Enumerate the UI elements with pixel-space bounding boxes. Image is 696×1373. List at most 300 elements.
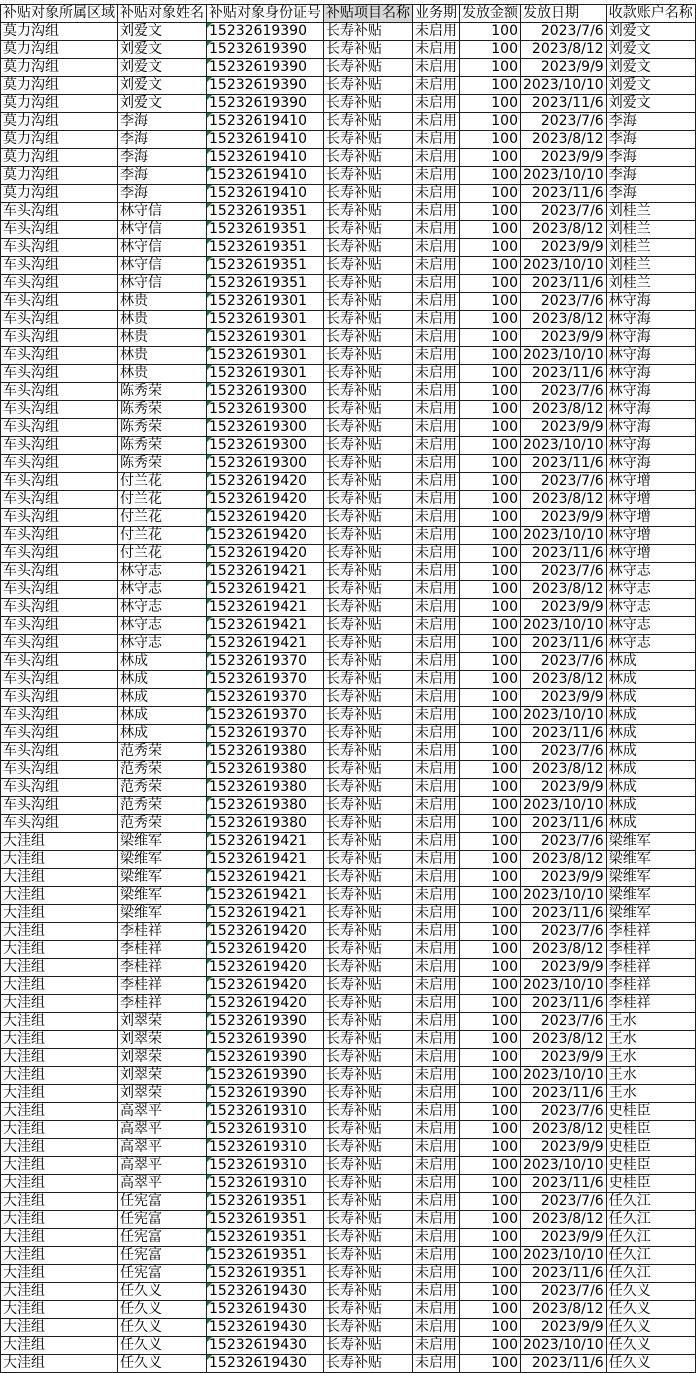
cell-amount[interactable]: 100 xyxy=(460,311,521,329)
cell-subsidy-item[interactable]: 长寿补贴 xyxy=(324,653,413,671)
cell-id-number[interactable]: 15232619410 xyxy=(207,167,324,185)
cell-subsidy-item[interactable]: 长寿补贴 xyxy=(324,689,413,707)
cell-name[interactable]: 李桂祥 xyxy=(118,959,207,977)
cell-date[interactable]: 2023/10/10 xyxy=(521,527,607,545)
cell-name[interactable]: 林贵 xyxy=(118,293,207,311)
cell-payee[interactable]: 林守增 xyxy=(606,473,695,491)
cell-region[interactable]: 车头沟组 xyxy=(1,599,118,617)
cell-name[interactable]: 陈秀荣 xyxy=(118,383,207,401)
cell-region[interactable]: 大洼组 xyxy=(1,869,118,887)
cell-date[interactable]: 2023/8/12 xyxy=(521,941,607,959)
cell-business-period[interactable]: 未启用 xyxy=(413,419,460,437)
cell-date[interactable]: 2023/10/10 xyxy=(521,1157,607,1175)
cell-amount[interactable]: 100 xyxy=(460,329,521,347)
cell-business-period[interactable]: 未启用 xyxy=(413,761,460,779)
cell-business-period[interactable]: 未启用 xyxy=(413,455,460,473)
cell-id-number[interactable]: 15232619421 xyxy=(207,887,324,905)
cell-region[interactable]: 大洼组 xyxy=(1,1085,118,1103)
cell-date[interactable]: 2023/7/6 xyxy=(521,1013,607,1031)
cell-subsidy-item[interactable]: 长寿补贴 xyxy=(324,311,413,329)
cell-date[interactable]: 2023/10/10 xyxy=(521,1247,607,1265)
cell-payee[interactable]: 王水 xyxy=(606,1013,695,1031)
cell-business-period[interactable]: 未启用 xyxy=(413,1319,460,1337)
cell-amount[interactable]: 100 xyxy=(460,1067,521,1085)
cell-id-number[interactable]: 15232619420 xyxy=(207,995,324,1013)
cell-region[interactable]: 车头沟组 xyxy=(1,509,118,527)
cell-date[interactable]: 2023/9/9 xyxy=(521,59,607,77)
cell-region[interactable]: 大洼组 xyxy=(1,833,118,851)
cell-id-number[interactable]: 15232619390 xyxy=(207,1067,324,1085)
cell-date[interactable]: 2023/9/9 xyxy=(521,779,607,797)
cell-date[interactable]: 2023/7/6 xyxy=(521,1103,607,1121)
cell-name[interactable]: 林守志 xyxy=(118,617,207,635)
cell-id-number[interactable]: 15232619420 xyxy=(207,491,324,509)
cell-date[interactable]: 2023/8/12 xyxy=(521,1121,607,1139)
cell-id-number[interactable]: 15232619370 xyxy=(207,653,324,671)
cell-name[interactable]: 任久义 xyxy=(118,1337,207,1355)
cell-region[interactable]: 车头沟组 xyxy=(1,239,118,257)
cell-amount[interactable]: 100 xyxy=(460,761,521,779)
cell-region[interactable]: 大洼组 xyxy=(1,1301,118,1319)
cell-region[interactable]: 大洼组 xyxy=(1,941,118,959)
cell-business-period[interactable]: 未启用 xyxy=(413,815,460,833)
cell-subsidy-item[interactable]: 长寿补贴 xyxy=(324,329,413,347)
cell-business-period[interactable]: 未启用 xyxy=(413,869,460,887)
cell-id-number[interactable]: 15232619351 xyxy=(207,203,324,221)
cell-region[interactable]: 大洼组 xyxy=(1,1157,118,1175)
cell-name[interactable]: 任久义 xyxy=(118,1319,207,1337)
cell-region[interactable]: 车头沟组 xyxy=(1,815,118,833)
cell-business-period[interactable]: 未启用 xyxy=(413,1265,460,1283)
cell-region[interactable]: 莫力沟组 xyxy=(1,77,118,95)
cell-region[interactable]: 大洼组 xyxy=(1,1211,118,1229)
cell-name[interactable]: 高翠平 xyxy=(118,1121,207,1139)
cell-name[interactable]: 林守志 xyxy=(118,563,207,581)
cell-region[interactable]: 车头沟组 xyxy=(1,329,118,347)
cell-name[interactable]: 范秀荣 xyxy=(118,743,207,761)
cell-amount[interactable]: 100 xyxy=(460,257,521,275)
cell-business-period[interactable]: 未启用 xyxy=(413,491,460,509)
cell-date[interactable]: 2023/10/10 xyxy=(521,1067,607,1085)
cell-region[interactable]: 大洼组 xyxy=(1,959,118,977)
cell-region[interactable]: 大洼组 xyxy=(1,1067,118,1085)
cell-subsidy-item[interactable]: 长寿补贴 xyxy=(324,1355,413,1373)
cell-amount[interactable]: 100 xyxy=(460,689,521,707)
cell-payee[interactable]: 李桂祥 xyxy=(606,959,695,977)
cell-business-period[interactable]: 未启用 xyxy=(413,239,460,257)
cell-business-period[interactable]: 未启用 xyxy=(413,743,460,761)
cell-name[interactable]: 陈秀荣 xyxy=(118,419,207,437)
cell-payee[interactable]: 林成 xyxy=(606,779,695,797)
cell-payee[interactable]: 李海 xyxy=(606,113,695,131)
cell-date[interactable]: 2023/7/6 xyxy=(521,23,607,41)
cell-amount[interactable]: 100 xyxy=(460,455,521,473)
cell-region[interactable]: 大洼组 xyxy=(1,1103,118,1121)
cell-region[interactable]: 车头沟组 xyxy=(1,725,118,743)
cell-subsidy-item[interactable]: 长寿补贴 xyxy=(324,995,413,1013)
header-cell-name[interactable]: 补贴对象姓名 xyxy=(118,5,207,23)
cell-payee[interactable]: 梁维军 xyxy=(606,905,695,923)
cell-business-period[interactable]: 未启用 xyxy=(413,221,460,239)
cell-subsidy-item[interactable]: 长寿补贴 xyxy=(324,1247,413,1265)
cell-business-period[interactable]: 未启用 xyxy=(413,41,460,59)
cell-date[interactable]: 2023/10/10 xyxy=(521,887,607,905)
cell-business-period[interactable]: 未启用 xyxy=(413,203,460,221)
cell-amount[interactable]: 100 xyxy=(460,1211,521,1229)
cell-subsidy-item[interactable]: 长寿补贴 xyxy=(324,1121,413,1139)
cell-date[interactable]: 2023/11/6 xyxy=(521,1085,607,1103)
cell-date[interactable]: 2023/8/12 xyxy=(521,221,607,239)
cell-subsidy-item[interactable]: 长寿补贴 xyxy=(324,851,413,869)
cell-business-period[interactable]: 未启用 xyxy=(413,509,460,527)
cell-subsidy-item[interactable]: 长寿补贴 xyxy=(324,221,413,239)
cell-date[interactable]: 2023/11/6 xyxy=(521,545,607,563)
cell-amount[interactable]: 100 xyxy=(460,923,521,941)
cell-business-period[interactable]: 未启用 xyxy=(413,77,460,95)
cell-business-period[interactable]: 未启用 xyxy=(413,1247,460,1265)
cell-payee[interactable]: 任久江 xyxy=(606,1211,695,1229)
cell-region[interactable]: 车头沟组 xyxy=(1,635,118,653)
cell-business-period[interactable]: 未启用 xyxy=(413,383,460,401)
cell-amount[interactable]: 100 xyxy=(460,545,521,563)
cell-id-number[interactable]: 15232619370 xyxy=(207,689,324,707)
cell-region[interactable]: 大洼组 xyxy=(1,995,118,1013)
cell-amount[interactable]: 100 xyxy=(460,365,521,383)
cell-business-period[interactable]: 未启用 xyxy=(413,401,460,419)
cell-region[interactable]: 车头沟组 xyxy=(1,311,118,329)
cell-business-period[interactable]: 未启用 xyxy=(413,563,460,581)
cell-date[interactable]: 2023/9/9 xyxy=(521,599,607,617)
cell-date[interactable]: 2023/9/9 xyxy=(521,509,607,527)
header-cell-date[interactable]: 发放日期 xyxy=(521,5,607,23)
cell-name[interactable]: 林贵 xyxy=(118,347,207,365)
cell-subsidy-item[interactable]: 长寿补贴 xyxy=(324,293,413,311)
cell-subsidy-item[interactable]: 长寿补贴 xyxy=(324,941,413,959)
cell-subsidy-item[interactable]: 长寿补贴 xyxy=(324,257,413,275)
cell-payee[interactable]: 李海 xyxy=(606,149,695,167)
cell-business-period[interactable]: 未启用 xyxy=(413,23,460,41)
cell-region[interactable]: 车头沟组 xyxy=(1,257,118,275)
cell-region[interactable]: 大洼组 xyxy=(1,1247,118,1265)
cell-name[interactable]: 李海 xyxy=(118,131,207,149)
cell-subsidy-item[interactable]: 长寿补贴 xyxy=(324,599,413,617)
cell-date[interactable]: 2023/7/6 xyxy=(521,653,607,671)
cell-id-number[interactable]: 15232619301 xyxy=(207,311,324,329)
cell-id-number[interactable]: 15232619430 xyxy=(207,1283,324,1301)
cell-id-number[interactable]: 15232619351 xyxy=(207,275,324,293)
cell-amount[interactable]: 100 xyxy=(460,347,521,365)
cell-subsidy-item[interactable]: 长寿补贴 xyxy=(324,131,413,149)
cell-subsidy-item[interactable]: 长寿补贴 xyxy=(324,41,413,59)
cell-id-number[interactable]: 15232619351 xyxy=(207,239,324,257)
cell-business-period[interactable]: 未启用 xyxy=(413,293,460,311)
cell-date[interactable]: 2023/8/12 xyxy=(521,671,607,689)
cell-payee[interactable]: 任久义 xyxy=(606,1301,695,1319)
cell-id-number[interactable]: 15232619380 xyxy=(207,743,324,761)
cell-amount[interactable]: 100 xyxy=(460,1301,521,1319)
cell-business-period[interactable]: 未启用 xyxy=(413,833,460,851)
cell-amount[interactable]: 100 xyxy=(460,293,521,311)
cell-region[interactable]: 莫力沟组 xyxy=(1,113,118,131)
cell-payee[interactable]: 任久江 xyxy=(606,1247,695,1265)
cell-id-number[interactable]: 15232619300 xyxy=(207,455,324,473)
cell-business-period[interactable]: 未启用 xyxy=(413,1013,460,1031)
cell-payee[interactable]: 任久江 xyxy=(606,1229,695,1247)
cell-date[interactable]: 2023/8/12 xyxy=(521,491,607,509)
cell-date[interactable]: 2023/11/6 xyxy=(521,725,607,743)
cell-subsidy-item[interactable]: 长寿补贴 xyxy=(324,527,413,545)
cell-region[interactable]: 车头沟组 xyxy=(1,743,118,761)
cell-subsidy-item[interactable]: 长寿补贴 xyxy=(324,491,413,509)
cell-subsidy-item[interactable]: 长寿补贴 xyxy=(324,77,413,95)
cell-id-number[interactable]: 15232619351 xyxy=(207,1211,324,1229)
cell-business-period[interactable]: 未启用 xyxy=(413,545,460,563)
cell-date[interactable]: 2023/10/10 xyxy=(521,257,607,275)
header-cell-region[interactable]: 补贴对象所属区域 xyxy=(1,5,118,23)
cell-date[interactable]: 2023/11/6 xyxy=(521,815,607,833)
cell-name[interactable]: 林守信 xyxy=(118,221,207,239)
cell-name[interactable]: 任久义 xyxy=(118,1283,207,1301)
cell-date[interactable]: 2023/10/10 xyxy=(521,617,607,635)
cell-id-number[interactable]: 15232619421 xyxy=(207,635,324,653)
cell-amount[interactable]: 100 xyxy=(460,185,521,203)
cell-region[interactable]: 车头沟组 xyxy=(1,275,118,293)
cell-payee[interactable]: 李海 xyxy=(606,167,695,185)
cell-name[interactable]: 付兰花 xyxy=(118,509,207,527)
cell-subsidy-item[interactable]: 长寿补贴 xyxy=(324,509,413,527)
cell-payee[interactable]: 林守增 xyxy=(606,509,695,527)
cell-payee[interactable]: 林守海 xyxy=(606,419,695,437)
cell-region[interactable]: 大洼组 xyxy=(1,1229,118,1247)
header-cell-payee[interactable]: 收款账户名称 xyxy=(606,5,695,23)
cell-date[interactable]: 2023/9/9 xyxy=(521,959,607,977)
cell-date[interactable]: 2023/8/12 xyxy=(521,851,607,869)
cell-region[interactable]: 大洼组 xyxy=(1,1013,118,1031)
cell-amount[interactable]: 100 xyxy=(460,437,521,455)
cell-subsidy-item[interactable]: 长寿补贴 xyxy=(324,959,413,977)
cell-date[interactable]: 2023/7/6 xyxy=(521,923,607,941)
cell-subsidy-item[interactable]: 长寿补贴 xyxy=(324,1157,413,1175)
cell-business-period[interactable]: 未启用 xyxy=(413,887,460,905)
cell-subsidy-item[interactable]: 长寿补贴 xyxy=(324,1319,413,1337)
cell-date[interactable]: 2023/10/10 xyxy=(521,347,607,365)
cell-region[interactable]: 车头沟组 xyxy=(1,617,118,635)
cell-payee[interactable]: 刘桂兰 xyxy=(606,203,695,221)
cell-subsidy-item[interactable]: 长寿补贴 xyxy=(324,905,413,923)
cell-payee[interactable]: 李桂祥 xyxy=(606,995,695,1013)
cell-date[interactable]: 2023/9/9 xyxy=(521,149,607,167)
cell-business-period[interactable]: 未启用 xyxy=(413,167,460,185)
cell-amount[interactable]: 100 xyxy=(460,131,521,149)
cell-payee[interactable]: 任久义 xyxy=(606,1337,695,1355)
cell-payee[interactable]: 刘爱文 xyxy=(606,77,695,95)
cell-subsidy-item[interactable]: 长寿补贴 xyxy=(324,545,413,563)
cell-business-period[interactable]: 未启用 xyxy=(413,1157,460,1175)
cell-payee[interactable]: 刘桂兰 xyxy=(606,221,695,239)
cell-business-period[interactable]: 未启用 xyxy=(413,923,460,941)
cell-region[interactable]: 车头沟组 xyxy=(1,581,118,599)
cell-subsidy-item[interactable]: 长寿补贴 xyxy=(324,869,413,887)
cell-business-period[interactable]: 未启用 xyxy=(413,95,460,113)
cell-subsidy-item[interactable]: 长寿补贴 xyxy=(324,1103,413,1121)
cell-business-period[interactable]: 未启用 xyxy=(413,257,460,275)
cell-date[interactable]: 2023/7/6 xyxy=(521,1193,607,1211)
cell-region[interactable]: 车头沟组 xyxy=(1,455,118,473)
cell-payee[interactable]: 刘爱文 xyxy=(606,95,695,113)
cell-date[interactable]: 2023/9/9 xyxy=(521,689,607,707)
cell-subsidy-item[interactable]: 长寿补贴 xyxy=(324,23,413,41)
cell-payee[interactable]: 林成 xyxy=(606,761,695,779)
cell-subsidy-item[interactable]: 长寿补贴 xyxy=(324,1031,413,1049)
cell-payee[interactable]: 李桂祥 xyxy=(606,977,695,995)
cell-subsidy-item[interactable]: 长寿补贴 xyxy=(324,203,413,221)
cell-id-number[interactable]: 15232619390 xyxy=(207,1013,324,1031)
cell-business-period[interactable]: 未启用 xyxy=(413,617,460,635)
cell-amount[interactable]: 100 xyxy=(460,239,521,257)
cell-date[interactable]: 2023/8/12 xyxy=(521,1301,607,1319)
cell-payee[interactable]: 林成 xyxy=(606,707,695,725)
cell-payee[interactable]: 李海 xyxy=(606,131,695,149)
cell-name[interactable]: 林成 xyxy=(118,653,207,671)
cell-payee[interactable]: 任久江 xyxy=(606,1193,695,1211)
cell-amount[interactable]: 100 xyxy=(460,491,521,509)
cell-region[interactable]: 车头沟组 xyxy=(1,527,118,545)
cell-date[interactable]: 2023/8/12 xyxy=(521,1211,607,1229)
cell-payee[interactable]: 林守增 xyxy=(606,491,695,509)
cell-id-number[interactable]: 15232619351 xyxy=(207,257,324,275)
cell-date[interactable]: 2023/10/10 xyxy=(521,797,607,815)
cell-region[interactable]: 大洼组 xyxy=(1,887,118,905)
cell-subsidy-item[interactable]: 长寿补贴 xyxy=(324,185,413,203)
cell-business-period[interactable]: 未启用 xyxy=(413,1103,460,1121)
cell-amount[interactable]: 100 xyxy=(460,59,521,77)
cell-name[interactable]: 李桂祥 xyxy=(118,977,207,995)
cell-name[interactable]: 刘爱文 xyxy=(118,59,207,77)
cell-subsidy-item[interactable]: 长寿补贴 xyxy=(324,1301,413,1319)
cell-business-period[interactable]: 未启用 xyxy=(413,581,460,599)
cell-name[interactable]: 高翠平 xyxy=(118,1157,207,1175)
cell-id-number[interactable]: 15232619430 xyxy=(207,1355,324,1373)
cell-amount[interactable]: 100 xyxy=(460,725,521,743)
cell-payee[interactable]: 林守增 xyxy=(606,545,695,563)
cell-amount[interactable]: 100 xyxy=(460,527,521,545)
cell-name[interactable]: 刘爱文 xyxy=(118,95,207,113)
cell-date[interactable]: 2023/11/6 xyxy=(521,185,607,203)
cell-subsidy-item[interactable]: 长寿补贴 xyxy=(324,815,413,833)
cell-name[interactable]: 林守志 xyxy=(118,599,207,617)
cell-subsidy-item[interactable]: 长寿补贴 xyxy=(324,383,413,401)
cell-business-period[interactable]: 未启用 xyxy=(413,599,460,617)
cell-name[interactable]: 刘翠荣 xyxy=(118,1049,207,1067)
cell-payee[interactable]: 李海 xyxy=(606,185,695,203)
cell-date[interactable]: 2023/8/12 xyxy=(521,1031,607,1049)
cell-id-number[interactable]: 15232619420 xyxy=(207,473,324,491)
cell-payee[interactable]: 林成 xyxy=(606,653,695,671)
cell-name[interactable]: 任久义 xyxy=(118,1355,207,1373)
cell-id-number[interactable]: 15232619430 xyxy=(207,1319,324,1337)
cell-region[interactable]: 大洼组 xyxy=(1,1139,118,1157)
cell-business-period[interactable]: 未启用 xyxy=(413,1067,460,1085)
cell-payee[interactable]: 林守海 xyxy=(606,455,695,473)
cell-subsidy-item[interactable]: 长寿补贴 xyxy=(324,923,413,941)
cell-subsidy-item[interactable]: 长寿补贴 xyxy=(324,887,413,905)
cell-date[interactable]: 2023/10/10 xyxy=(521,167,607,185)
cell-id-number[interactable]: 15232619420 xyxy=(207,941,324,959)
cell-name[interactable]: 高翠平 xyxy=(118,1103,207,1121)
cell-amount[interactable]: 100 xyxy=(460,383,521,401)
cell-amount[interactable]: 100 xyxy=(460,563,521,581)
cell-subsidy-item[interactable]: 长寿补贴 xyxy=(324,563,413,581)
cell-region[interactable]: 大洼组 xyxy=(1,977,118,995)
cell-subsidy-item[interactable]: 长寿补贴 xyxy=(324,473,413,491)
cell-region[interactable]: 莫力沟组 xyxy=(1,59,118,77)
cell-name[interactable]: 李桂祥 xyxy=(118,995,207,1013)
cell-payee[interactable]: 林守海 xyxy=(606,347,695,365)
cell-payee[interactable]: 王水 xyxy=(606,1049,695,1067)
cell-region[interactable]: 大洼组 xyxy=(1,851,118,869)
cell-amount[interactable]: 100 xyxy=(460,671,521,689)
cell-date[interactable]: 2023/9/9 xyxy=(521,1139,607,1157)
cell-payee[interactable]: 林守海 xyxy=(606,383,695,401)
cell-date[interactable]: 2023/7/6 xyxy=(521,473,607,491)
cell-region[interactable]: 莫力沟组 xyxy=(1,131,118,149)
cell-business-period[interactable]: 未启用 xyxy=(413,1193,460,1211)
cell-date[interactable]: 2023/8/12 xyxy=(521,41,607,59)
cell-business-period[interactable]: 未启用 xyxy=(413,671,460,689)
cell-name[interactable]: 付兰花 xyxy=(118,473,207,491)
cell-region[interactable]: 大洼组 xyxy=(1,1355,118,1373)
cell-id-number[interactable]: 15232619301 xyxy=(207,347,324,365)
cell-id-number[interactable]: 15232619420 xyxy=(207,545,324,563)
cell-subsidy-item[interactable]: 长寿补贴 xyxy=(324,617,413,635)
cell-region[interactable]: 莫力沟组 xyxy=(1,41,118,59)
cell-region[interactable]: 车头沟组 xyxy=(1,221,118,239)
cell-id-number[interactable]: 15232619301 xyxy=(207,329,324,347)
cell-subsidy-item[interactable]: 长寿补贴 xyxy=(324,977,413,995)
cell-amount[interactable]: 100 xyxy=(460,1193,521,1211)
cell-name[interactable]: 刘翠荣 xyxy=(118,1013,207,1031)
cell-region[interactable]: 车头沟组 xyxy=(1,491,118,509)
cell-name[interactable]: 林守信 xyxy=(118,239,207,257)
cell-date[interactable]: 2023/9/9 xyxy=(521,329,607,347)
cell-date[interactable]: 2023/7/6 xyxy=(521,1283,607,1301)
cell-subsidy-item[interactable]: 长寿补贴 xyxy=(324,707,413,725)
cell-id-number[interactable]: 15232619310 xyxy=(207,1175,324,1193)
cell-amount[interactable]: 100 xyxy=(460,77,521,95)
cell-name[interactable]: 刘翠荣 xyxy=(118,1085,207,1103)
cell-payee[interactable]: 林成 xyxy=(606,797,695,815)
cell-name[interactable]: 林守信 xyxy=(118,275,207,293)
cell-region[interactable]: 大洼组 xyxy=(1,1319,118,1337)
cell-id-number[interactable]: 15232619310 xyxy=(207,1139,324,1157)
cell-id-number[interactable]: 15232619390 xyxy=(207,23,324,41)
cell-business-period[interactable]: 未启用 xyxy=(413,797,460,815)
cell-subsidy-item[interactable]: 长寿补贴 xyxy=(324,275,413,293)
cell-id-number[interactable]: 15232619390 xyxy=(207,1049,324,1067)
cell-name[interactable]: 梁维军 xyxy=(118,869,207,887)
cell-date[interactable]: 2023/9/9 xyxy=(521,869,607,887)
cell-business-period[interactable]: 未启用 xyxy=(413,779,460,797)
cell-region[interactable]: 车头沟组 xyxy=(1,671,118,689)
cell-name[interactable]: 林成 xyxy=(118,689,207,707)
cell-subsidy-item[interactable]: 长寿补贴 xyxy=(324,113,413,131)
cell-subsidy-item[interactable]: 长寿补贴 xyxy=(324,167,413,185)
cell-subsidy-item[interactable]: 长寿补贴 xyxy=(324,59,413,77)
cell-region[interactable]: 大洼组 xyxy=(1,1337,118,1355)
cell-amount[interactable]: 100 xyxy=(460,1031,521,1049)
cell-region[interactable]: 车头沟组 xyxy=(1,563,118,581)
cell-payee[interactable]: 林守海 xyxy=(606,437,695,455)
